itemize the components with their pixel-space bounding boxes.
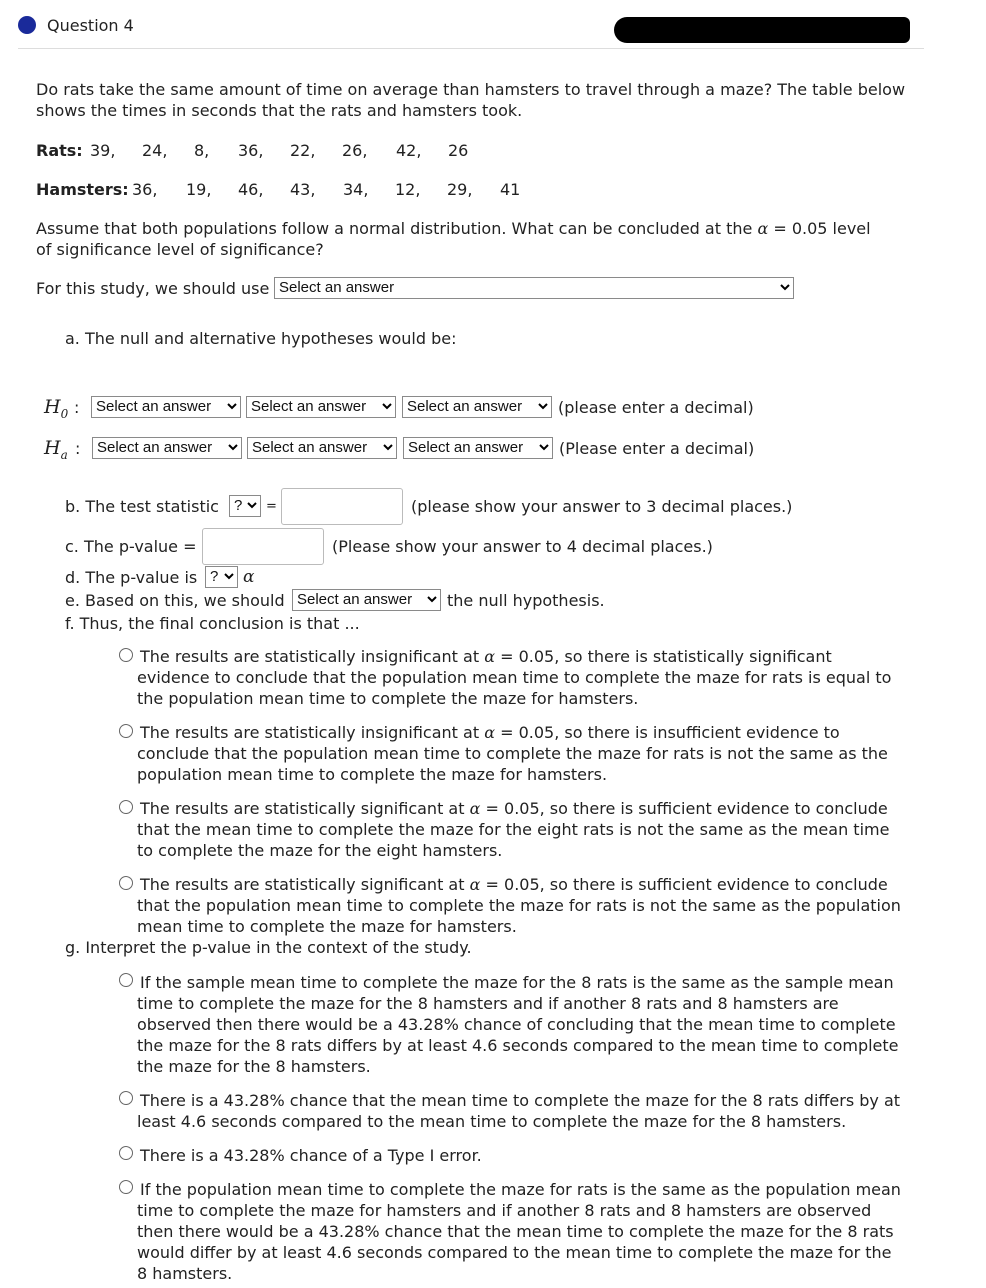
- assumption-text-main: Assume that both populations follow a normal distribution. What can be concluded at the: [36, 219, 753, 238]
- part-g-label: g. Interpret the p-value in the context of the study.: [65, 938, 472, 957]
- hamsters-value: 46,: [238, 180, 264, 199]
- option-line: time to complete the maze for the 8 hamsters and if another 8 rats and 8 hamsters are: [137, 994, 839, 1013]
- redaction-mark: [614, 17, 910, 43]
- option-line: that the mean time to complete the maze for the eight rats is not the same as the mean time: [137, 820, 890, 839]
- option-line: to complete the maze for the eight hamsters.: [137, 841, 503, 860]
- select-value: Select an answer: [252, 439, 368, 456]
- conclusion-option[interactable]: [137, 874, 917, 937]
- select-value: ?: [234, 497, 243, 514]
- conclusion-option[interactable]: [137, 646, 917, 709]
- option-text: The results are statistically significant at: [140, 799, 465, 818]
- hamsters-value: 41: [500, 180, 521, 199]
- option-line: There is a 43.28% chance that the mean time to complete the maze for the 8 rats differs by at: [140, 1091, 901, 1110]
- part-a-label: a. The null and alternative hypotheses would be:: [65, 329, 457, 348]
- study-label: For this study, we should use: [36, 279, 270, 298]
- assumption-text-line2: of significance level of significance?: [36, 240, 324, 259]
- select-value: Select an answer: [97, 439, 213, 456]
- study-type-select-value: Select an answer: [279, 279, 395, 296]
- equals-sign: =: [266, 499, 277, 514]
- option-line: time to complete the maze for hamsters and if another 8 rats and 8 hamsters are observed: [137, 1201, 872, 1220]
- option-line: that the population mean time to complete the maze for rats is not the same as the population: [137, 896, 901, 915]
- decision-select[interactable]: [292, 589, 441, 611]
- h0-hint: (please enter a decimal): [558, 398, 754, 417]
- hamsters-value: 34,: [343, 180, 369, 199]
- option-text: = 0.05, so there is sufficient evidence to conclude: [485, 799, 888, 818]
- chevron-down-icon: [538, 401, 548, 411]
- alpha-symbol: α: [469, 799, 481, 818]
- interpretation-option[interactable]: [137, 1179, 917, 1284]
- h0-symbol: [44, 396, 68, 421]
- option-text: = 0.05, so there is statistically significant: [500, 647, 832, 666]
- question-status-dot: [18, 16, 36, 34]
- p-value-comparison-select[interactable]: [205, 566, 238, 588]
- rats-value: 22,: [290, 141, 316, 160]
- header-divider: [18, 48, 924, 49]
- rats-value: 8,: [194, 141, 210, 160]
- part-c-label: c. The p-value =: [65, 537, 197, 556]
- ha-symbol: [44, 437, 68, 462]
- part-f-label: f. Thus, the final conclusion is that ...: [65, 614, 360, 633]
- option-line: the maze for the 8 rats differs by at least 4.6 seconds compared to the mean time to complete: [137, 1036, 899, 1055]
- hamsters-value: 43,: [290, 180, 316, 199]
- hamsters-value: 19,: [186, 180, 212, 199]
- chevron-down-icon: [382, 401, 392, 411]
- chevron-down-icon: [427, 594, 437, 604]
- option-line: evidence to conclude that the population mean time to complete the maze for rats is equal to: [137, 668, 892, 687]
- test-statistic-input[interactable]: [281, 488, 403, 525]
- assumption-text-tail: = 0.05 level: [773, 219, 871, 238]
- question-intro: Do rats take the same amount of time on average than hamsters to travel through a maze? The table below shows the times in seconds that the rats and hamsters took.: [36, 80, 906, 120]
- ha-colon: :: [75, 439, 81, 458]
- select-value: Select an answer: [251, 398, 367, 415]
- chevron-down-icon: [383, 442, 393, 452]
- chevron-down-icon: [539, 442, 549, 452]
- h0-operator-select[interactable]: [246, 396, 396, 418]
- rats-value: 24,: [142, 141, 168, 160]
- part-e-tail: the null hypothesis.: [447, 591, 605, 610]
- h0-parameter-select[interactable]: [91, 396, 241, 418]
- option-line: least 4.6 seconds compared to the mean time to complete the maze for the 8 hamsters.: [137, 1112, 847, 1131]
- option-line: observed then there would be a 43.28% chance of concluding that the mean time to complete: [137, 1015, 896, 1034]
- rats-value: 42,: [396, 141, 422, 160]
- select-value: Select an answer: [407, 398, 523, 415]
- hamsters-value: 12,: [395, 180, 421, 199]
- p-value-input[interactable]: [202, 528, 324, 565]
- part-d-label: d. The p-value is: [65, 568, 198, 587]
- select-value: Select an answer: [96, 398, 212, 415]
- interpretation-option-radio[interactable]: [119, 1146, 133, 1160]
- option-line: [140, 798, 917, 819]
- conclusion-option[interactable]: [137, 722, 917, 785]
- interpretation-option-radio[interactable]: [119, 1091, 133, 1105]
- select-value: Select an answer: [297, 591, 413, 608]
- interpretation-option-radio[interactable]: [119, 1180, 133, 1194]
- option-line: mean time to complete the maze for hamsters.: [137, 917, 517, 936]
- rats-value: 39,: [90, 141, 116, 160]
- rats-value: 26,: [342, 141, 368, 160]
- h0-colon: :: [74, 398, 80, 417]
- chevron-down-icon: [780, 282, 790, 292]
- ha-hint: (Please enter a decimal): [559, 439, 755, 458]
- ha-operator-select[interactable]: [247, 437, 397, 459]
- select-value: Select an answer: [408, 439, 524, 456]
- alpha-symbol: α: [757, 219, 769, 238]
- option-line: [140, 722, 917, 743]
- option-line: If the sample mean time to complete the maze for the 8 rats is the same as the sample mean: [140, 973, 894, 992]
- alpha-symbol: α: [243, 567, 255, 587]
- conclusion-option[interactable]: [137, 798, 917, 861]
- option-text: = 0.05, so there is insufficient evidence to: [500, 723, 840, 742]
- option-line: [140, 646, 917, 667]
- h0-letter: H: [44, 396, 61, 418]
- option-line: If the population mean time to complete the maze for rats is the same as the population mean: [140, 1180, 901, 1199]
- interpretation-option[interactable]: [137, 972, 917, 1077]
- hamsters-label: Hamsters:: [36, 180, 129, 199]
- rats-label: Rats:: [36, 141, 83, 160]
- test-statistic-type-select[interactable]: [229, 495, 261, 517]
- hamsters-value: 36,: [132, 180, 158, 199]
- option-line: would differ by at least 4.6 seconds compared to the mean time to complete the maze for the: [137, 1243, 892, 1262]
- study-type-select[interactable]: [274, 277, 794, 299]
- option-line: There is a 43.28% chance of a Type I error.: [140, 1146, 482, 1165]
- ha-value-select[interactable]: [403, 437, 553, 459]
- conclusion-option-radio[interactable]: [119, 876, 133, 890]
- ha-parameter-select[interactable]: [92, 437, 242, 459]
- option-line: 8 hamsters.: [137, 1264, 233, 1283]
- ha-letter: H: [44, 437, 61, 459]
- conclusion-option-radio[interactable]: [119, 724, 133, 738]
- question-title: Question 4: [47, 16, 134, 35]
- option-text: The results are statistically significant at: [140, 875, 465, 894]
- option-line: the maze for the 8 hamsters.: [137, 1057, 371, 1076]
- option-line: [140, 874, 917, 895]
- alpha-symbol: α: [484, 647, 495, 666]
- option-line: then there would be a 43.28% chance that the mean time to complete the maze for the 8 rats: [137, 1222, 894, 1241]
- chevron-down-icon: [227, 401, 237, 411]
- interpretation-option[interactable]: [137, 1145, 917, 1166]
- option-line: the population mean time to complete the maze for hamsters.: [137, 689, 639, 708]
- rats-value: 26: [448, 141, 469, 160]
- interpretation-option-radio[interactable]: [119, 973, 133, 987]
- chevron-down-icon: [247, 500, 257, 510]
- option-text: The results are statistically insignificant at: [140, 647, 480, 666]
- option-text: The results are statistically insignificant at: [140, 723, 480, 742]
- part-e-label: e. Based on this, we should: [65, 591, 285, 610]
- chevron-down-icon: [228, 442, 238, 452]
- conclusion-option-radio[interactable]: [119, 648, 133, 662]
- interpretation-option[interactable]: [137, 1090, 917, 1132]
- alpha-symbol: α: [484, 723, 495, 742]
- option-line: population mean time to complete the maze for hamsters.: [137, 765, 608, 784]
- ha-subscript: a: [60, 447, 68, 462]
- h0-subscript: 0: [60, 406, 69, 421]
- rats-value: 36,: [238, 141, 264, 160]
- select-value: ?: [210, 568, 219, 585]
- assumption-text: [36, 219, 871, 238]
- option-line: conclude that the population mean time to complete the maze for rats is not the same as the: [137, 744, 888, 763]
- part-c-hint: (Please show your answer to 4 decimal places.): [332, 537, 713, 556]
- hamsters-value: 29,: [447, 180, 473, 199]
- conclusion-option-radio[interactable]: [119, 800, 133, 814]
- h0-value-select[interactable]: [402, 396, 552, 418]
- part-b-hint: (please show your answer to 3 decimal places.): [411, 497, 793, 516]
- chevron-down-icon: [224, 571, 234, 581]
- alpha-symbol: α: [469, 875, 481, 894]
- option-text: = 0.05, so there is sufficient evidence to conclude: [485, 875, 888, 894]
- part-b-label: b. The test statistic: [65, 497, 219, 516]
